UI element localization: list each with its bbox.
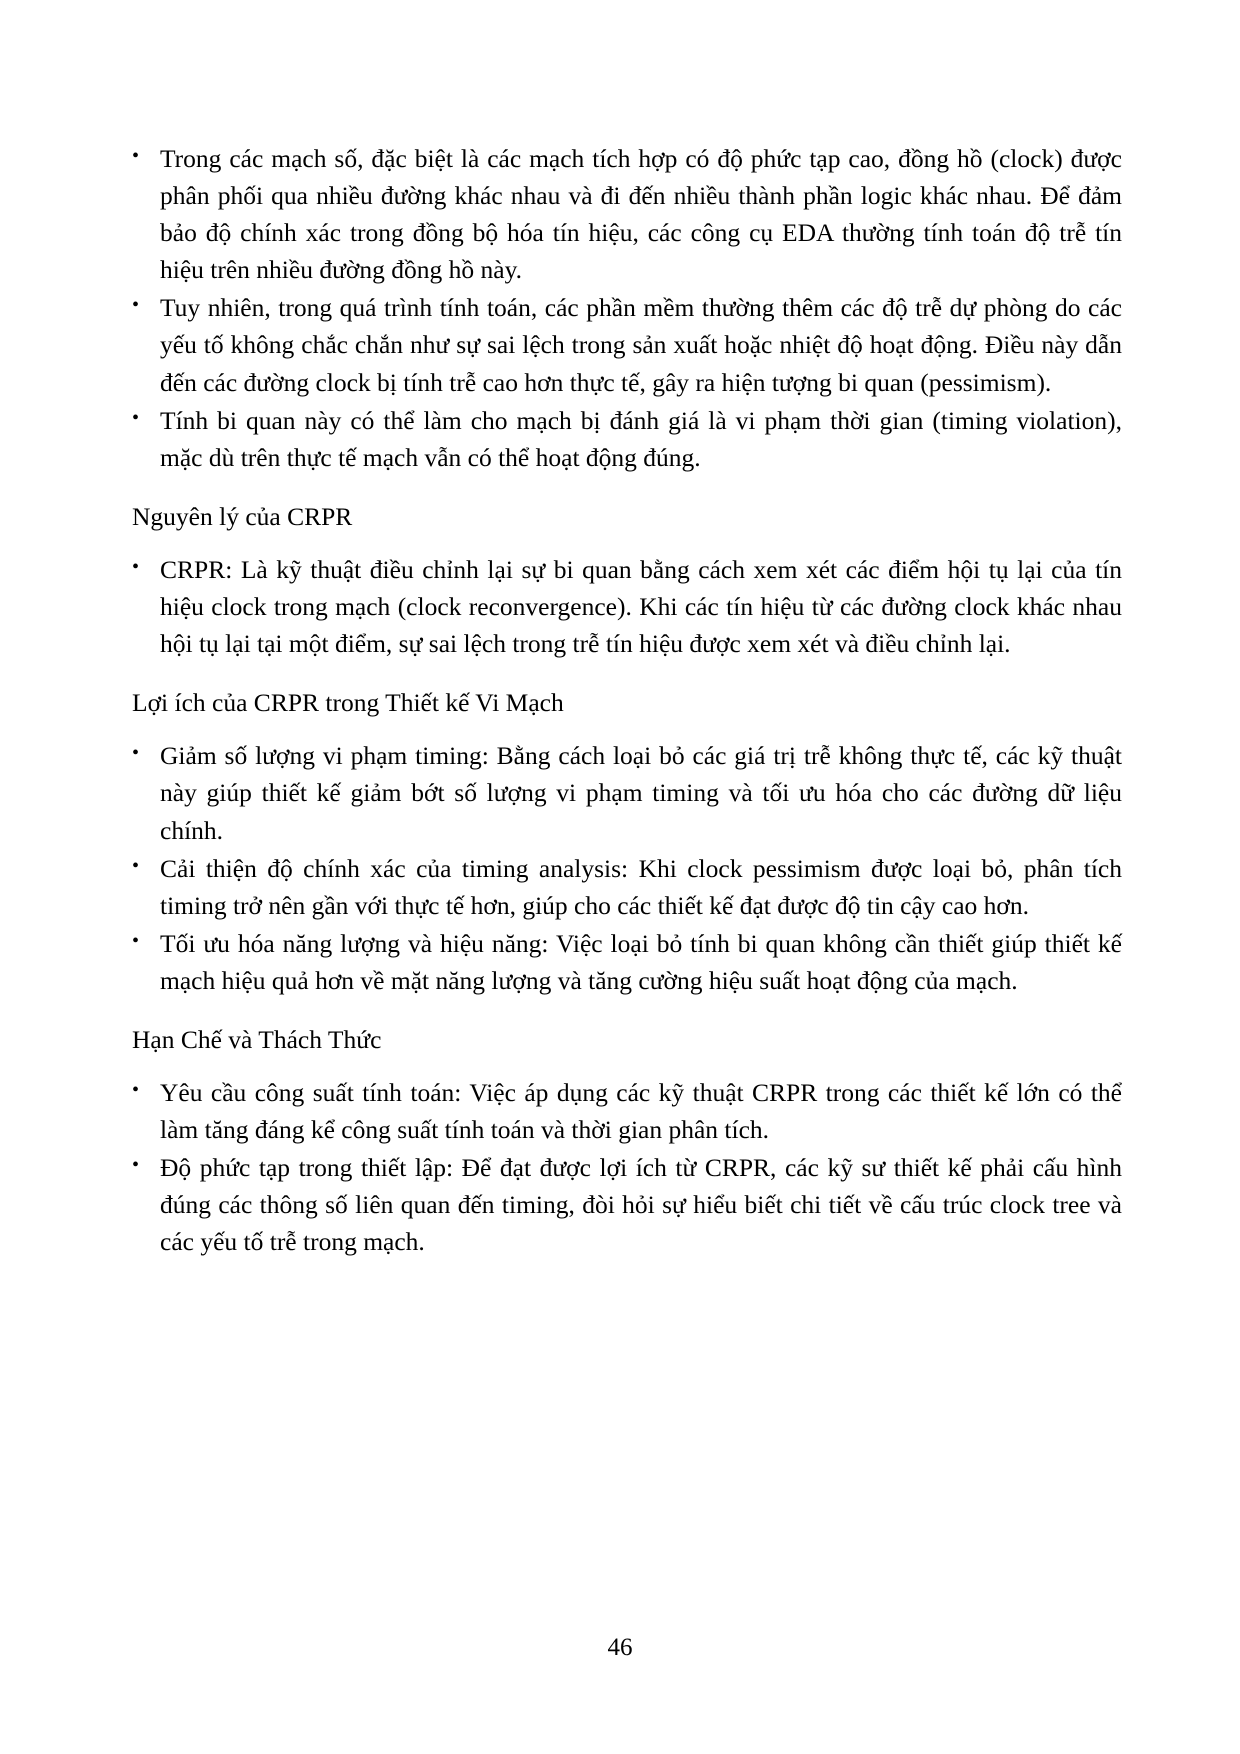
bullet-list-principle (118, 551, 1122, 662)
list-item: • Tính bi quan này có thể làm cho mạch bị đánh giá là vi phạm thời gian (timing violation), mặc dù trên thực tế mạch vẫn có thể hoạt động đúng. (118, 402, 1122, 476)
bullet-list-benefits (118, 737, 1122, 999)
page-number: 46 (607, 1634, 633, 1661)
page-content (118, 140, 1122, 1261)
list-item: • Yêu cầu công suất tính toán: Việc áp dụng các kỹ thuật CRPR trong các thiết kế lớn có thể làm tăng đáng kể công suất tính toán và thời gian phân tích. (118, 1074, 1122, 1148)
list-item: • Tối ưu hóa năng lượng và hiệu năng: Việc loại bỏ tính bi quan không cần thiết giúp thiết kế mạch hiệu quả hơn về mặt năng lượng và tăng cường hiệu suất hoạt động của mạch. (118, 925, 1122, 999)
bullet-list-intro (118, 140, 1122, 476)
list-item: • CRPR: Là kỹ thuật điều chỉnh lại sự bi quan bằng cách xem xét các điểm hội tụ lại của tín hiệu clock trong mạch (clock reconvergence). Khi các tín hiệu từ các đường clock khác nhau hội tụ lại tại một điểm, sự sai lệch trong trễ tín hiệu được xem xét và điều chỉnh lại. (118, 551, 1122, 662)
list-item: • Giảm số lượng vi phạm timing: Bằng cách loại bỏ các giá trị trễ không thực tế, các kỹ thuật này giúp thiết kế giảm bớt số lượng vi phạm timing và tối ưu hóa cho các đường dữ liệu chính. (118, 737, 1122, 848)
section-heading-benefits: Lợi ích của CRPR trong Thiết kế Vi Mạch (132, 688, 564, 718)
bullet-list-limitations (118, 1074, 1122, 1260)
list-item: • Độ phức tạp trong thiết lập: Để đạt được lợi ích từ CRPR, các kỹ sư thiết kế phải cấu hình đúng các thông số liên quan đến timing, đòi hỏi sự hiểu biết chi tiết về cấu trúc clock tree và các yếu tố trễ trong mạch. (118, 1149, 1122, 1260)
list-item: • Trong các mạch số, đặc biệt là các mạch tích hợp có độ phức tạp cao, đồng hồ (clock) được phân phối qua nhiều đường khác nhau và đi đến nhiều thành phần logic khác nhau. Để đảm bảo độ chính xác trong đồng bộ hóa tín hiệu, các công cụ EDA thường tính toán độ trễ tín hiệu trên nhiều đường đồng hồ này. (118, 140, 1122, 288)
section-heading-limitations: Hạn Chế và Thách Thức (132, 1024, 382, 1054)
list-item: • Tuy nhiên, trong quá trình tính toán, các phần mềm thường thêm các độ trễ dự phòng do các yếu tố không chắc chắn như sự sai lệch trong sản xuất hoặc nhiệt độ hoạt động. Điều này dẫn đến các đường clock bị tính trễ cao hơn thực tế, gây ra hiện tượng bi quan (pessimism). (118, 289, 1122, 400)
list-item: • Cải thiện độ chính xác của timing analysis: Khi clock pessimism được loại bỏ, phân tích timing trở nên gần với thực tế hơn, giúp cho các thiết kế đạt được độ tin cậy cao hơn. (118, 850, 1122, 924)
section-heading-principle: Nguyên lý của CRPR (132, 501, 353, 531)
